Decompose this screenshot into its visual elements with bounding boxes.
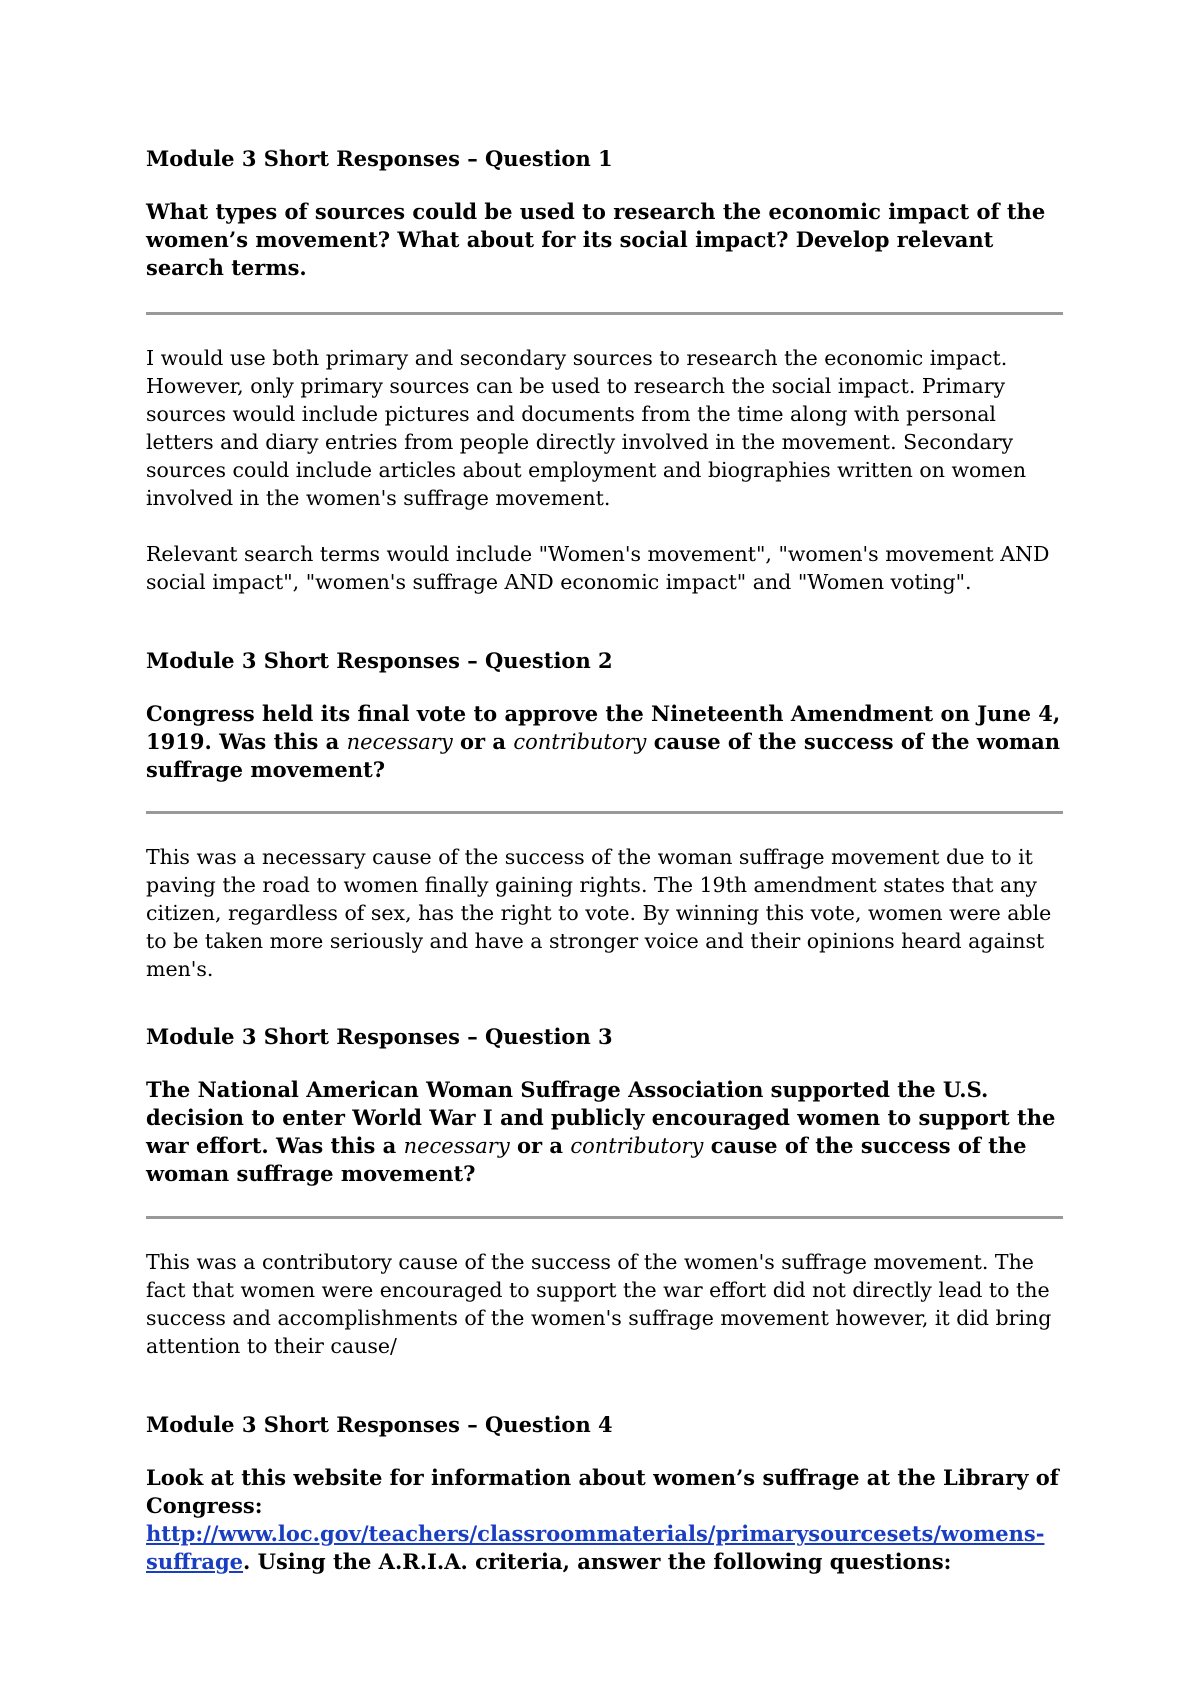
question-3-prompt-contributory: contributory bbox=[570, 1134, 704, 1158]
question-2-prompt-necessary: necessary bbox=[346, 730, 453, 754]
question-3-divider bbox=[146, 1216, 1063, 1219]
question-4-prompt bbox=[146, 1464, 1066, 1576]
question-1-divider bbox=[146, 312, 1063, 315]
question-2-heading: Module 3 Short Responses – Question 2 bbox=[146, 648, 613, 673]
question-2-prompt-text: Congress held its final vote to approve the Nineteenth Amendment on June 4, 1919. Was this a bbox=[146, 701, 1061, 754]
question-1-answer-paragraph-1: I would use both primary and secondary sources to research the economic impact. However, only primary sources can be used to research the social impact. Primary sources would include pictures and documents from the time along with personal letters and diary entries from people directly involved in the movement. Secondary sources could include articles about employment and biographies written on women involved in the women's suffrage movement. bbox=[146, 346, 1027, 510]
question-4-prompt-text: Look at this website for information about women’s suffrage at the Library of Congress: bbox=[146, 1465, 1059, 1518]
question-1-answer-paragraph-2: Relevant search terms would include "Women's movement", "women's movement AND social impact", "women's suffrage AND economic impact" and "Women voting". bbox=[146, 542, 1050, 594]
question-3-section bbox=[146, 1023, 1066, 1360]
question-2-prompt bbox=[146, 700, 1066, 784]
question-3-prompt-end: cause of the success of the woman suffrage movement? bbox=[146, 1133, 1027, 1186]
library-of-congress-link[interactable]: http://www.loc.gov/teachers/classroommaterials/primarysourcesets/womens-suffrage bbox=[146, 1521, 1045, 1574]
question-4-heading: Module 3 Short Responses – Question 4 bbox=[146, 1412, 613, 1437]
question-3-prompt bbox=[146, 1076, 1066, 1188]
question-4-section bbox=[146, 1411, 1066, 1576]
question-1-section bbox=[146, 145, 1066, 596]
question-2-prompt-end: cause of the success of the woman suffrage movement? bbox=[146, 729, 1061, 782]
question-4-prompt-end: . Using the A.R.I.A. criteria, answer the following questions: bbox=[243, 1549, 952, 1574]
question-1-prompt: What types of sources could be used to research the economic impact of the women’s movement? What about for its social impact? Develop relevant search terms. bbox=[146, 199, 1046, 280]
question-3-answer: This was a contributory cause of the success of the women's suffrage movement. The fact that women were encouraged to support the war effort did not directly lead to the success and accomplishments of the women's suffrage movement however, it did bring attention to their cause/ bbox=[146, 1250, 1052, 1358]
question-2-prompt-contributory: contributory bbox=[513, 730, 647, 754]
document-body bbox=[146, 145, 1066, 1576]
question-2-divider bbox=[146, 811, 1063, 814]
question-2-answer: This was a necessary cause of the success of the woman suffrage movement due to it paving the road to women finally gaining rights. The 19th amendment states that any citizen, regardless of sex, has the right to vote. By winning this vote, women were able to be taken more seriously and have a stronger voice and their opinions heard against men's. bbox=[146, 845, 1052, 981]
question-3-heading: Module 3 Short Responses – Question 3 bbox=[146, 1024, 613, 1049]
question-1-heading: Module 3 Short Responses – Question 1 bbox=[146, 146, 613, 171]
question-3-prompt-or: or a bbox=[509, 1133, 571, 1158]
question-3-prompt-necessary: necessary bbox=[403, 1134, 510, 1158]
question-2-section bbox=[146, 647, 1066, 983]
question-3-prompt-text: The National American Woman Suffrage Association supported the U.S. decision to enter World War I and publicly encouraged women to support the war effort. Was this a bbox=[146, 1077, 1056, 1158]
question-2-prompt-or: or a bbox=[452, 729, 514, 754]
